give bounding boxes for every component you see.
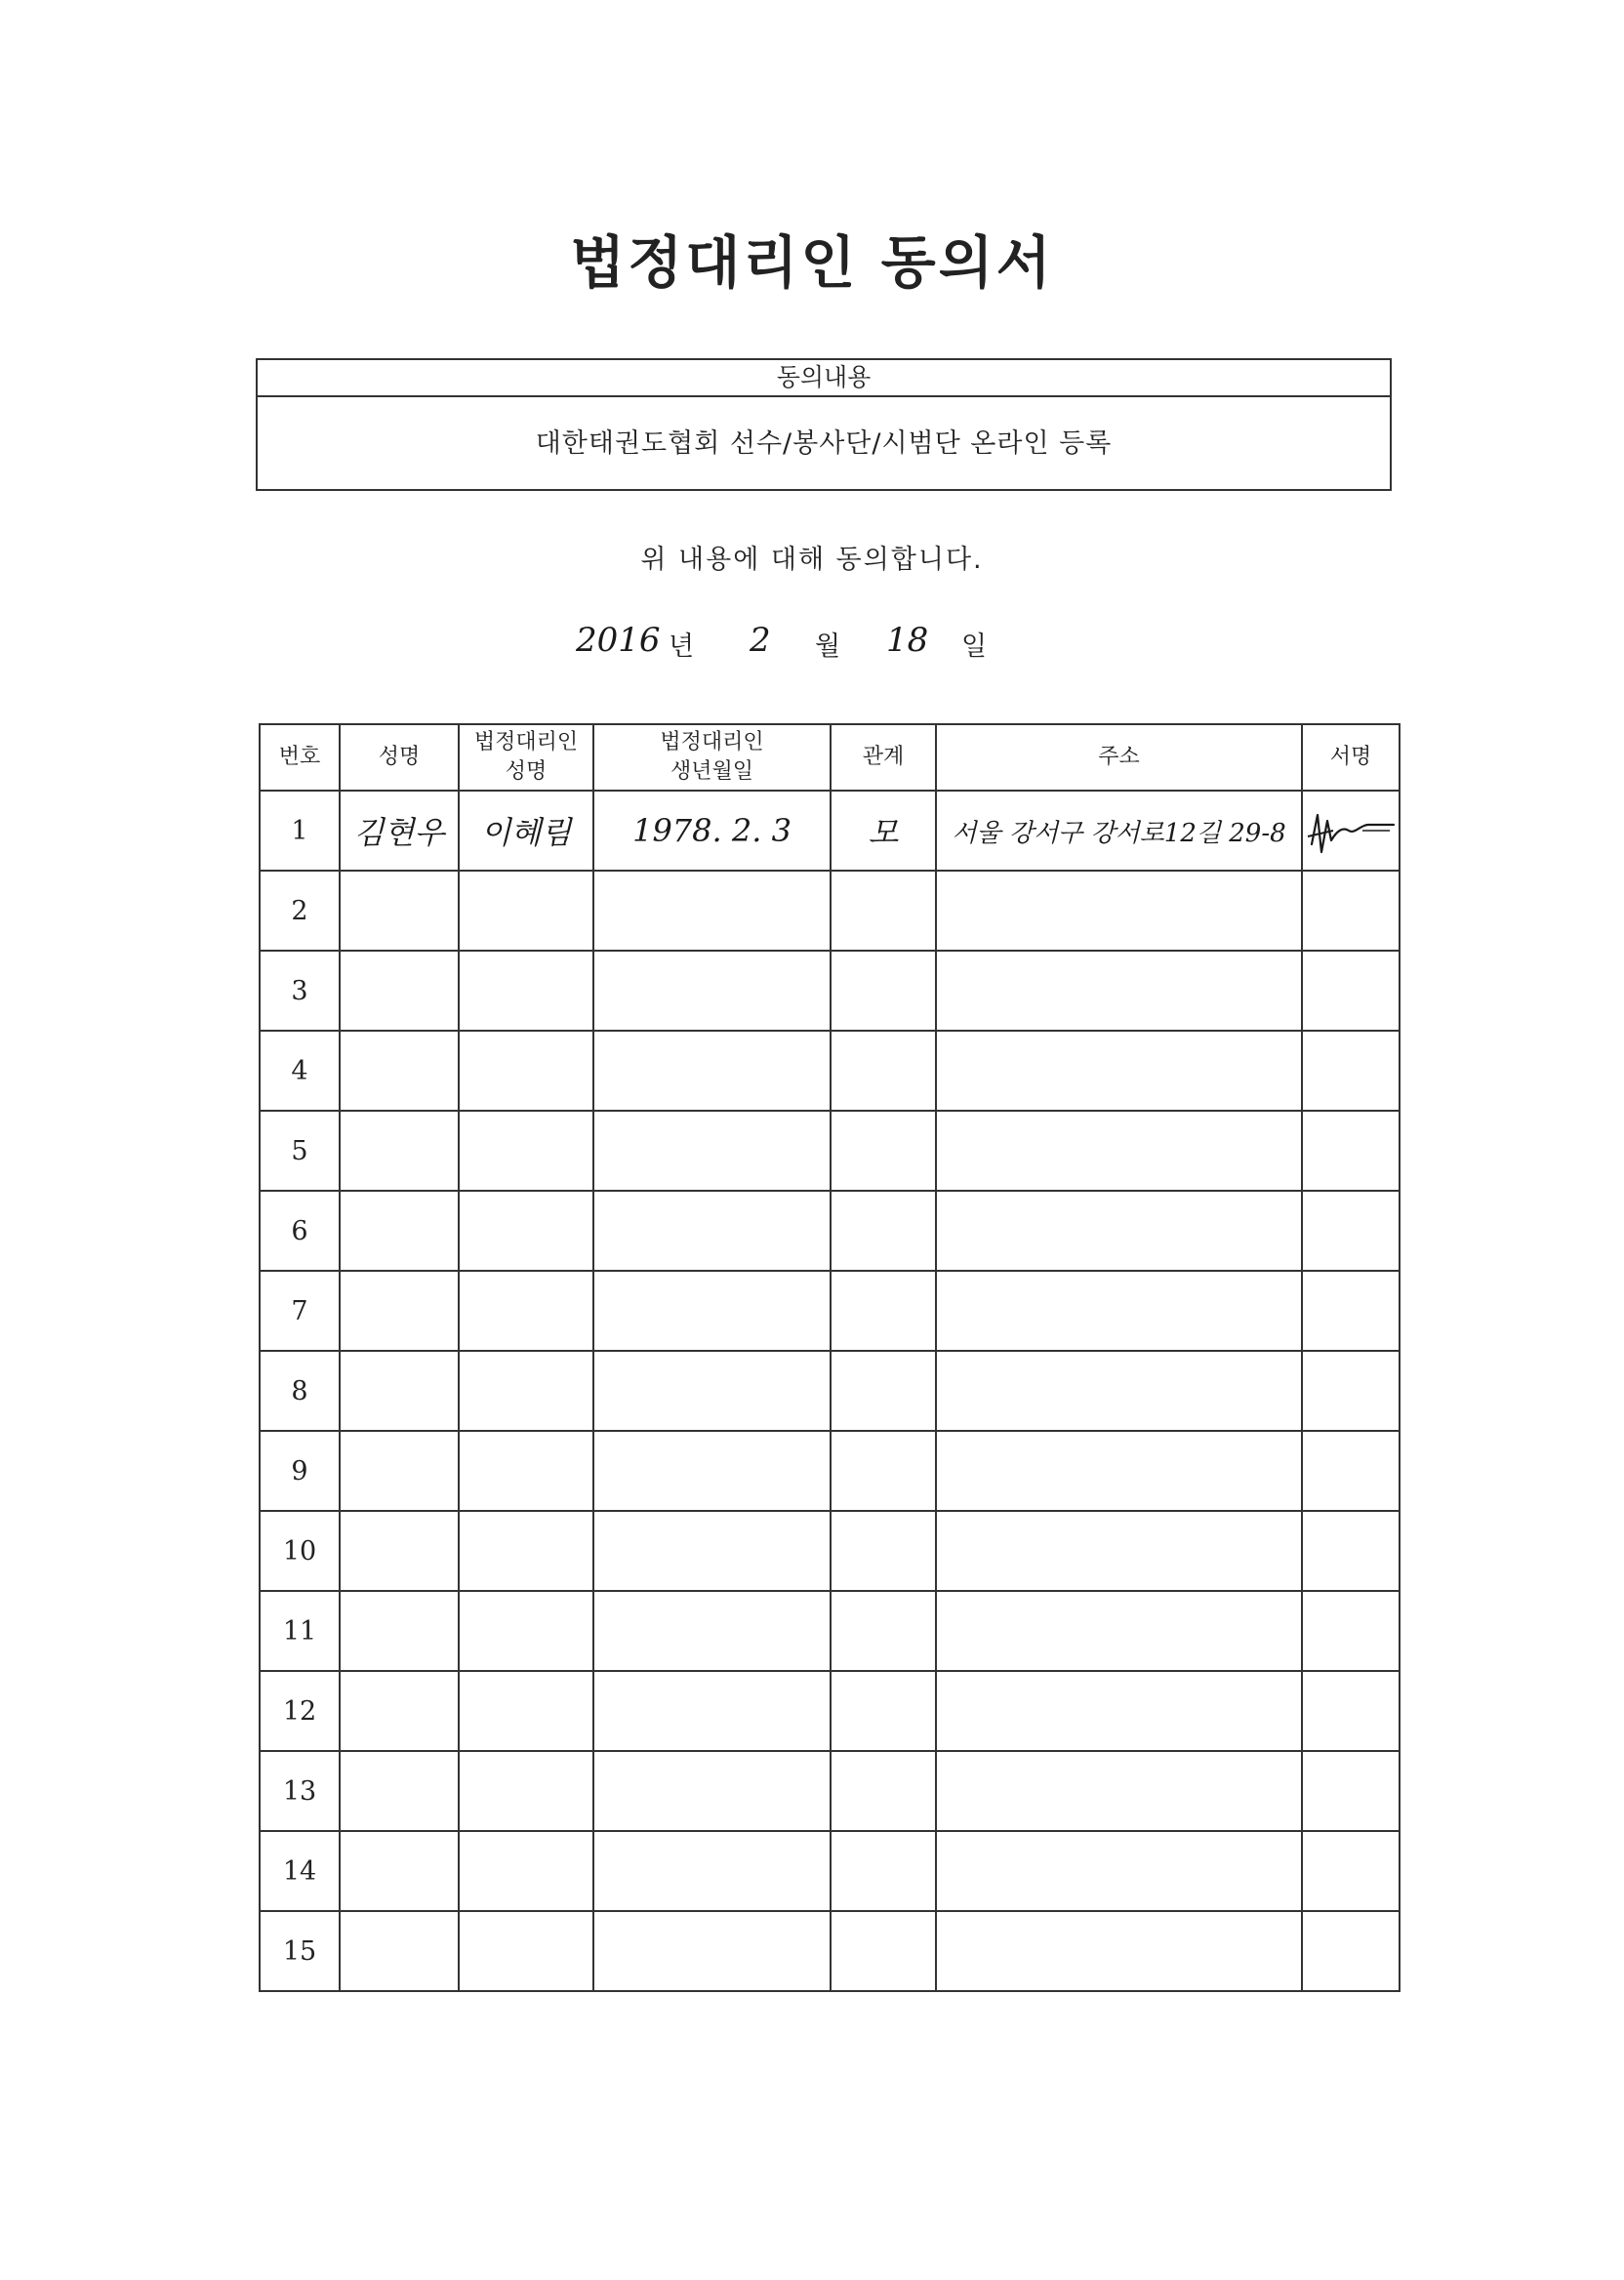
row-number: 2 bbox=[260, 871, 340, 951]
row-name bbox=[340, 1831, 459, 1911]
row-rep-birth bbox=[593, 1351, 831, 1431]
row-name: 김현우 bbox=[340, 791, 459, 871]
header-rep-birth bbox=[593, 724, 831, 791]
date-month: 2 bbox=[750, 621, 771, 660]
header-rep-name-line1: 법정대리인 bbox=[473, 730, 579, 754]
row-rep-name bbox=[459, 1751, 593, 1831]
row-address: 서울 강서구 강서로12길 29-8 bbox=[936, 791, 1302, 871]
row-rep-birth bbox=[593, 1111, 831, 1191]
row-rep-name bbox=[459, 1351, 593, 1431]
row-name bbox=[340, 1911, 459, 1991]
row-name bbox=[340, 1191, 459, 1271]
consent-box bbox=[256, 358, 1392, 491]
table-row bbox=[260, 1511, 1400, 1591]
row-address bbox=[936, 1431, 1302, 1511]
row-relation bbox=[831, 1911, 936, 1991]
row-number: 4 bbox=[260, 1031, 340, 1111]
row-address bbox=[936, 1031, 1302, 1111]
table-row bbox=[260, 1751, 1400, 1831]
date-day: 18 bbox=[886, 621, 929, 660]
row-rep-name bbox=[459, 1591, 593, 1671]
row-relation bbox=[831, 1351, 936, 1431]
row-name bbox=[340, 1671, 459, 1751]
date-year-unit: 년 bbox=[669, 631, 695, 662]
row-signature bbox=[1302, 1111, 1400, 1191]
registration-table bbox=[259, 723, 1401, 1992]
row-rep-name: 이혜림 bbox=[459, 791, 593, 871]
row-relation bbox=[831, 1591, 936, 1671]
row-signature bbox=[1302, 1671, 1400, 1751]
header-rep-birth-line1: 법정대리인 bbox=[660, 730, 764, 754]
row-signature bbox=[1302, 1031, 1400, 1111]
row-relation: 모 bbox=[831, 791, 936, 871]
date-day-unit: 일 bbox=[961, 631, 988, 662]
row-rep-birth bbox=[593, 1511, 831, 1591]
row-number: 5 bbox=[260, 1111, 340, 1191]
row-address bbox=[936, 951, 1302, 1031]
row-number: 6 bbox=[260, 1191, 340, 1271]
row-rep-name bbox=[459, 1911, 593, 1991]
table-header-row bbox=[260, 724, 1400, 791]
row-number: 13 bbox=[260, 1751, 340, 1831]
row-rep-birth bbox=[593, 871, 831, 951]
row-name bbox=[340, 1111, 459, 1191]
date-line bbox=[576, 621, 1064, 668]
row-rep-name bbox=[459, 1271, 593, 1351]
row-number: 3 bbox=[260, 951, 340, 1031]
row-name bbox=[340, 1591, 459, 1671]
row-number: 8 bbox=[260, 1351, 340, 1431]
row-relation bbox=[831, 1031, 936, 1111]
table-row bbox=[260, 1271, 1400, 1351]
table-row bbox=[260, 1191, 1400, 1271]
row-rep-name bbox=[459, 1671, 593, 1751]
row-rep-birth bbox=[593, 1431, 831, 1511]
row-rep-birth bbox=[593, 1031, 831, 1111]
row-address bbox=[936, 1111, 1302, 1191]
row-rep-birth bbox=[593, 1671, 831, 1751]
row-name bbox=[340, 1751, 459, 1831]
row-signature bbox=[1302, 1191, 1400, 1271]
row-signature bbox=[1302, 1751, 1400, 1831]
header-relation: 관계 bbox=[831, 724, 936, 791]
row-address bbox=[936, 1751, 1302, 1831]
row-number: 11 bbox=[260, 1591, 340, 1671]
table-row bbox=[260, 1111, 1400, 1191]
row-rep-birth: 1978. 2. 3 bbox=[593, 791, 831, 871]
row-name bbox=[340, 1431, 459, 1511]
table-row bbox=[260, 871, 1400, 951]
row-name bbox=[340, 1351, 459, 1431]
table-row bbox=[260, 1031, 1400, 1111]
row-signature bbox=[1302, 1911, 1400, 1991]
row-rep-name bbox=[459, 1431, 593, 1511]
row-rep-name bbox=[459, 871, 593, 951]
date-month-unit: 월 bbox=[815, 631, 841, 662]
table-row bbox=[260, 1591, 1400, 1671]
row-address bbox=[936, 1911, 1302, 1991]
header-name: 성명 bbox=[340, 724, 459, 791]
header-address: 주소 bbox=[936, 724, 1302, 791]
header-rep-name-line2: 성명 bbox=[505, 759, 548, 784]
row-address bbox=[936, 871, 1302, 951]
row-name bbox=[340, 871, 459, 951]
row-name bbox=[340, 951, 459, 1031]
row-signature bbox=[1302, 951, 1400, 1031]
row-signature bbox=[1302, 1351, 1400, 1431]
document-title: 법정대리인 동의서 bbox=[570, 229, 1054, 296]
row-rep-birth bbox=[593, 1911, 831, 1991]
consent-content: 대한태권도협회 선수/봉사단/시범단 온라인 등록 bbox=[535, 428, 1113, 459]
row-rep-birth bbox=[593, 1751, 831, 1831]
row-rep-birth bbox=[593, 951, 831, 1031]
row-rep-name bbox=[459, 1831, 593, 1911]
row-number: 7 bbox=[260, 1271, 340, 1351]
row-signature bbox=[1302, 1511, 1400, 1591]
row-rep-name bbox=[459, 1111, 593, 1191]
table-row bbox=[260, 1431, 1400, 1511]
row-relation bbox=[831, 871, 936, 951]
row-address bbox=[936, 1831, 1302, 1911]
row-rep-name bbox=[459, 951, 593, 1031]
row-relation bbox=[831, 1751, 936, 1831]
row-relation bbox=[831, 1271, 936, 1351]
table-row bbox=[260, 1671, 1400, 1751]
header-number: 번호 bbox=[260, 724, 340, 791]
row-relation bbox=[831, 1831, 936, 1911]
table-row bbox=[260, 1911, 1400, 1991]
row-rep-birth bbox=[593, 1271, 831, 1351]
row-rep-name bbox=[459, 1511, 593, 1591]
row-number: 14 bbox=[260, 1831, 340, 1911]
row-name bbox=[340, 1271, 459, 1351]
row-number: 1 bbox=[260, 791, 340, 871]
row-signature bbox=[1302, 1271, 1400, 1351]
row-address bbox=[936, 1351, 1302, 1431]
header-signature: 서명 bbox=[1302, 724, 1400, 791]
row-number: 9 bbox=[260, 1431, 340, 1511]
row-name bbox=[340, 1511, 459, 1591]
row-relation bbox=[831, 1431, 936, 1511]
row-signature bbox=[1302, 1831, 1400, 1911]
row-rep-birth bbox=[593, 1591, 831, 1671]
row-address bbox=[936, 1191, 1302, 1271]
row-relation bbox=[831, 1191, 936, 1271]
row-number: 15 bbox=[260, 1911, 340, 1991]
row-signature bbox=[1302, 1591, 1400, 1671]
date-year: 2016 bbox=[576, 621, 661, 660]
row-address bbox=[936, 1511, 1302, 1591]
table-row bbox=[260, 1831, 1400, 1911]
row-rep-name bbox=[459, 1031, 593, 1111]
table-row bbox=[260, 1351, 1400, 1431]
table-row bbox=[260, 791, 1400, 871]
row-signature bbox=[1302, 1431, 1400, 1511]
row-relation bbox=[831, 1511, 936, 1591]
row-relation bbox=[831, 951, 936, 1031]
row-number: 10 bbox=[260, 1511, 340, 1591]
header-rep-birth-line2: 생년월일 bbox=[670, 759, 753, 784]
row-relation bbox=[831, 1671, 936, 1751]
header-rep-name bbox=[459, 724, 593, 791]
row-signature bbox=[1302, 791, 1400, 871]
row-number: 12 bbox=[260, 1671, 340, 1751]
row-relation bbox=[831, 1111, 936, 1191]
row-signature bbox=[1302, 871, 1400, 951]
agreement-statement: 위 내용에 대해 동의합니다. bbox=[640, 545, 984, 575]
handwritten-signature bbox=[1304, 801, 1398, 860]
row-rep-birth bbox=[593, 1191, 831, 1271]
row-rep-name bbox=[459, 1191, 593, 1271]
row-address bbox=[936, 1671, 1302, 1751]
row-address bbox=[936, 1591, 1302, 1671]
table-row bbox=[260, 951, 1400, 1031]
consent-heading: 동의내용 bbox=[258, 360, 1390, 397]
row-rep-birth bbox=[593, 1831, 831, 1911]
row-address bbox=[936, 1271, 1302, 1351]
row-name bbox=[340, 1031, 459, 1111]
